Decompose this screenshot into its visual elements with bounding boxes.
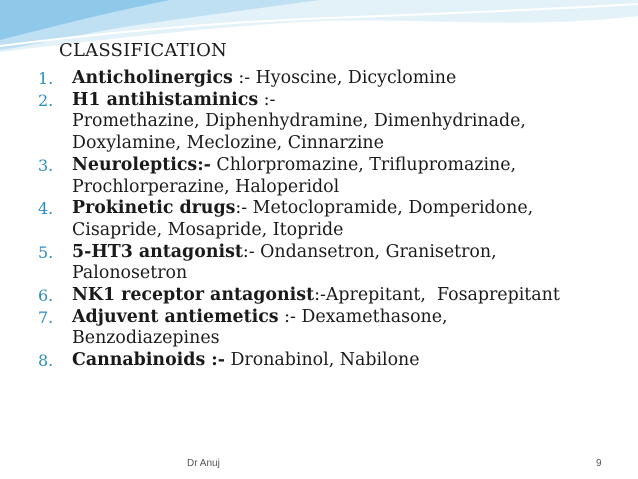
item-number: 8. bbox=[38, 351, 54, 371]
item-text bbox=[72, 242, 630, 285]
item-drugs-line: Hyoscine, Dicyclomine bbox=[255, 68, 457, 88]
item-number: 4. bbox=[38, 199, 54, 219]
item-number: 2. bbox=[38, 90, 54, 110]
list-item bbox=[38, 242, 630, 285]
list-item bbox=[38, 198, 630, 241]
item-drugs-line: Ondansetron, Granisetron, bbox=[260, 241, 497, 262]
item-label: Cannabinoids :- bbox=[72, 350, 225, 371]
item-number: 5. bbox=[38, 242, 54, 262]
item-text bbox=[72, 285, 630, 307]
item-drugs-line: Dronabinol, Nabilone bbox=[230, 350, 420, 371]
item-label: Anticholinergics bbox=[72, 68, 233, 88]
slide-title: CLASSIFICATION bbox=[59, 40, 227, 61]
item-drugs-line: Promethazine, Diphenhydramine, Dimenhydrinade, bbox=[72, 111, 526, 132]
item-drugs-line: Doxylamine, Meclozine, Cinnarzine bbox=[72, 133, 384, 154]
item-text bbox=[72, 350, 630, 372]
item-text bbox=[72, 307, 630, 350]
item-separator: :- bbox=[258, 89, 276, 110]
item-label: Neuroleptics:- bbox=[72, 154, 211, 175]
item-label: Adjuvent antiemetics bbox=[72, 306, 279, 327]
list-item bbox=[38, 285, 630, 307]
item-separator: :- bbox=[242, 241, 261, 262]
item-label: Prokinetic drugs bbox=[72, 198, 236, 219]
item-text bbox=[72, 198, 630, 241]
item-number: 1. bbox=[38, 69, 54, 88]
list-item bbox=[38, 90, 630, 155]
item-drugs-line: Metoclopramide, Domperidone, bbox=[252, 198, 534, 219]
item-text bbox=[72, 68, 630, 90]
item-number: 3. bbox=[38, 155, 54, 175]
item-separator: :- bbox=[232, 68, 256, 88]
item-text bbox=[72, 155, 630, 198]
footer-author: Dr Anuj bbox=[187, 458, 220, 469]
list-item bbox=[38, 68, 630, 90]
item-drugs-line: Palonosetron bbox=[72, 263, 188, 284]
item-separator: :- bbox=[235, 198, 253, 219]
list-item bbox=[38, 155, 630, 198]
item-drugs-line: Aprepitant, Fosaprepitant bbox=[325, 285, 560, 306]
item-label: 5-HT3 antagonist bbox=[72, 241, 243, 262]
item-drugs-line: Prochlorperazine, Haloperidol bbox=[72, 176, 340, 197]
page-number: 9 bbox=[596, 458, 602, 469]
item-label: H1 antihistaminics bbox=[72, 89, 259, 110]
item-drugs-line: Dexamethasone, bbox=[301, 306, 448, 327]
item-text bbox=[72, 90, 630, 155]
classification-list bbox=[38, 68, 630, 372]
item-label: NK1 receptor antagonist bbox=[72, 285, 315, 306]
item-drugs-line: Chlorpromazine, Triflupromazine, bbox=[216, 154, 517, 175]
item-drugs-line: Cisapride, Mosapride, Itopride bbox=[72, 219, 344, 240]
item-number: 7. bbox=[38, 307, 54, 327]
item-separator: :- bbox=[314, 285, 326, 306]
list-item bbox=[38, 350, 630, 372]
item-number: 6. bbox=[38, 286, 54, 306]
list-item bbox=[38, 307, 630, 350]
item-drugs-line: Benzodiazepines bbox=[72, 328, 220, 349]
item-separator: :- bbox=[278, 306, 302, 327]
